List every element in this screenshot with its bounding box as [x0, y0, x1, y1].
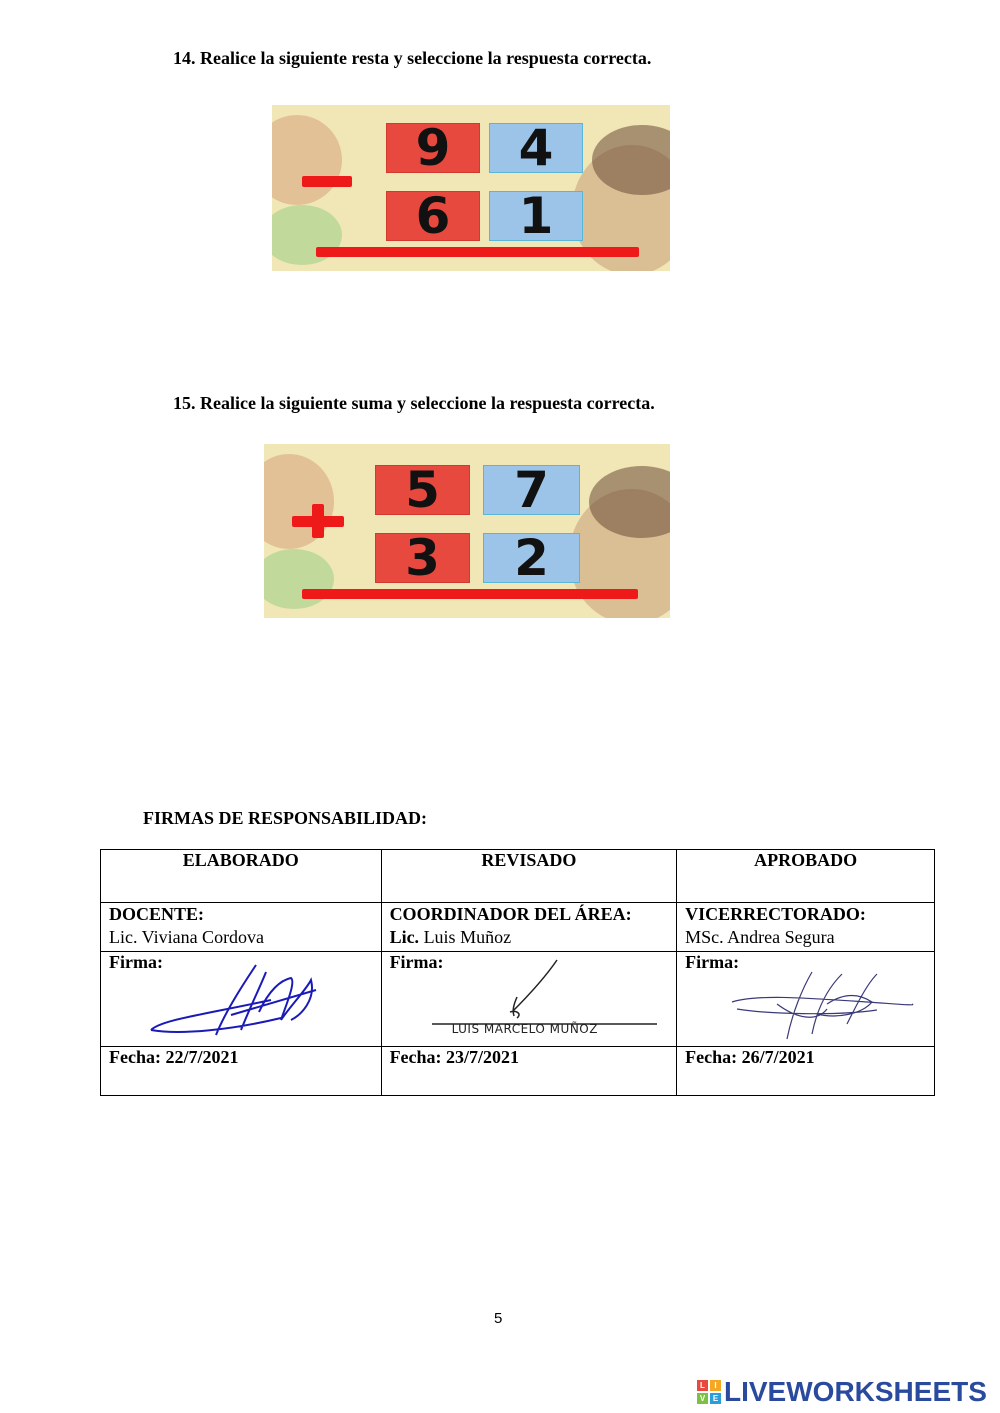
subtraction-illustration	[272, 105, 670, 271]
minus-sign-icon	[302, 176, 352, 187]
signature-cell	[381, 952, 677, 1047]
signature-image	[141, 960, 331, 1040]
signature-image	[717, 964, 927, 1046]
brand-name: LIVEWORKSHEETS	[724, 1376, 987, 1407]
role-coordinador	[381, 903, 677, 952]
role-label: COORDINADOR DEL ÁREA:	[389, 904, 632, 924]
digit-box: 4	[489, 123, 583, 173]
badge-letter: E	[710, 1393, 721, 1404]
question-15-title: 15. Realice la siguiente suma y seleccione la respuesta correcta.	[173, 393, 655, 413]
badge-letter: V	[697, 1393, 708, 1404]
digit-box: 2	[483, 533, 580, 583]
digit-box: 1	[489, 191, 583, 241]
person-name: MSc. Andrea Segura	[685, 927, 835, 947]
header-aprobado: APROBADO	[677, 850, 935, 903]
date-revisado: Fecha: 23/7/2021	[381, 1047, 677, 1096]
role-vicerrectorado	[677, 903, 935, 952]
title-prefix: Lic.	[389, 927, 420, 947]
signatures-table	[100, 849, 935, 1096]
date-aprobado: Fecha: 26/7/2021	[677, 1047, 935, 1096]
header-elaborado: ELABORADO	[101, 850, 382, 903]
digit-box: 6	[386, 191, 480, 241]
firma-label: Firma:	[685, 952, 740, 972]
header-revisado: REVISADO	[381, 850, 677, 903]
firma-label: Firma:	[389, 952, 444, 972]
person-name: Lic. Viviana Cordova	[109, 927, 265, 947]
question-14-title: 14. Realice la siguiente resta y seleccione la respuesta correcta.	[173, 48, 652, 68]
date-elaborado: Fecha: 22/7/2021	[101, 1047, 382, 1096]
addition-illustration	[264, 444, 670, 618]
printed-name: LUIS MARCELO MUÑOZ	[451, 1022, 598, 1036]
name-text: Luis Muñoz	[419, 927, 512, 947]
logo-badge-icon	[697, 1380, 721, 1404]
role-docente	[101, 903, 382, 952]
badge-letter: L	[697, 1380, 708, 1391]
digit-box: 5	[375, 465, 470, 515]
firma-label: Firma:	[109, 952, 163, 972]
signature-cell	[677, 952, 935, 1047]
role-label: VICERRECTORADO:	[685, 904, 866, 924]
plus-sign-icon	[292, 504, 344, 538]
signature-cell	[101, 952, 382, 1047]
digit-box: 7	[483, 465, 580, 515]
underline-bar	[302, 589, 638, 599]
digit-box: 9	[386, 123, 480, 173]
liveworksheets-logo[interactable]	[697, 1376, 987, 1408]
role-label: DOCENTE:	[109, 904, 205, 924]
badge-letter: I	[710, 1380, 721, 1391]
underline-bar	[316, 247, 639, 257]
signatures-title: FIRMAS DE RESPONSABILIDAD:	[143, 808, 428, 828]
person-name	[390, 926, 669, 949]
digit-box: 3	[375, 533, 470, 583]
page-number: 5	[494, 1310, 503, 1327]
